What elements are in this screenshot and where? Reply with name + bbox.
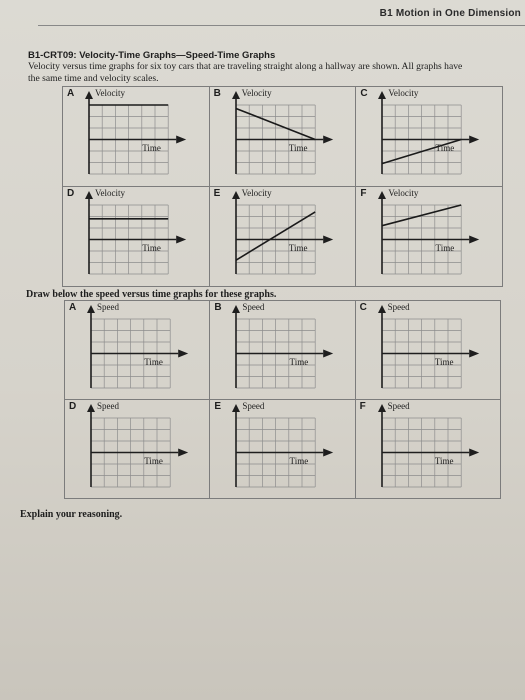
explain-prompt: Explain your reasoning. (20, 509, 123, 520)
velocity-graph-panel-d (62, 186, 210, 287)
x-axis-arrow (470, 236, 480, 244)
y-axis-arrow (378, 91, 386, 99)
y-axis-arrow (232, 191, 240, 199)
y-axis-arrow (232, 404, 240, 412)
graph-letter: D (67, 188, 75, 199)
x-axis-arrow (470, 136, 480, 144)
speed-graph-panel-f[interactable] (355, 399, 501, 499)
graph-letter: A (67, 88, 75, 99)
speed-graph-panel-b[interactable] (209, 300, 355, 400)
x-axis-label: Time (142, 242, 161, 253)
y-axis-arrow (378, 305, 386, 313)
graph-letter: A (69, 302, 77, 313)
y-axis-label: Velocity (241, 188, 272, 198)
velocity-graph-panel-e (209, 186, 357, 287)
graph-letter: B (214, 302, 222, 313)
header-divider (38, 25, 525, 26)
x-axis-label: Time (288, 242, 308, 253)
y-axis-label: Speed (97, 302, 119, 312)
velocity-graphs-grid (62, 86, 502, 286)
intro-text-line-2: the same time and velocity scales. (28, 73, 159, 84)
velocity-graph-canvas (210, 87, 357, 187)
x-axis-arrow (324, 449, 334, 457)
velocity-graph-panel-a (62, 86, 210, 187)
x-axis-label: Time (435, 242, 455, 253)
graph-letter: F (360, 188, 367, 199)
y-axis-label: Speed (387, 401, 410, 411)
speed-graph-canvas[interactable] (356, 400, 501, 499)
x-axis-label: Time (434, 455, 454, 466)
velocity-graph-canvas (63, 187, 210, 287)
x-axis-arrow (323, 236, 333, 244)
x-axis-label: Time (142, 142, 161, 153)
worksheet-title: B1-CRT09: Velocity-Time Graphs—Speed-Time Graphs (28, 50, 276, 61)
x-axis-arrow (323, 136, 333, 144)
section-header: B1 Motion in One Dimension (379, 8, 521, 19)
y-axis-label: Speed (242, 401, 265, 411)
velocity-graph-panel-f (355, 186, 503, 287)
x-axis-arrow (178, 350, 188, 358)
intro-text-line-1: Velocity versus time graphs for six toy cars that are traveling straight along a hallway are shown. All graphs have (28, 61, 463, 72)
y-axis-label: Speed (387, 302, 410, 312)
y-axis-arrow (378, 191, 386, 199)
speed-graph-panel-a[interactable] (64, 300, 210, 400)
y-axis-label: Speed (242, 302, 265, 312)
x-axis-label: Time (434, 356, 454, 367)
graph-letter: E (214, 401, 221, 412)
y-axis-arrow (85, 191, 93, 199)
y-axis-arrow (378, 404, 386, 412)
x-axis-arrow (178, 449, 188, 457)
speed-graphs-grid[interactable] (64, 300, 500, 498)
speed-graph-panel-d[interactable] (64, 399, 210, 499)
y-axis-label: Velocity (95, 188, 125, 198)
y-axis-label: Speed (97, 401, 119, 411)
x-axis-label: Time (289, 356, 309, 367)
y-axis-label: Velocity (241, 88, 272, 98)
velocity-graph-canvas (356, 87, 503, 187)
x-axis-arrow (176, 136, 186, 144)
y-axis-arrow (87, 305, 95, 313)
x-axis-label: Time (288, 142, 308, 153)
speed-graph-panel-c[interactable] (355, 300, 501, 400)
graph-letter: B (213, 88, 221, 99)
y-axis-arrow (232, 91, 240, 99)
x-axis-arrow (469, 449, 479, 457)
y-axis-label: Velocity (95, 88, 125, 98)
velocity-graph-canvas (210, 187, 357, 287)
draw-instruction: Draw below the speed versus time graphs for these graphs. (26, 289, 277, 300)
y-axis-label: Velocity (388, 188, 419, 198)
velocity-graph-panel-b (209, 86, 357, 187)
x-axis-label: Time (435, 142, 455, 153)
y-axis-label: Velocity (388, 88, 419, 98)
speed-graph-canvas[interactable] (210, 301, 355, 400)
speed-graph-canvas[interactable] (356, 301, 501, 400)
x-axis-label: Time (289, 455, 309, 466)
x-axis-arrow (469, 350, 479, 358)
y-axis-arrow (232, 305, 240, 313)
velocity-graph-canvas (356, 187, 503, 287)
speed-graph-canvas[interactable] (65, 301, 210, 400)
graph-letter: F (359, 401, 366, 412)
x-axis-arrow (324, 350, 334, 358)
graph-letter: C (360, 88, 368, 99)
speed-graph-canvas[interactable] (210, 400, 355, 499)
graph-letter: E (213, 188, 221, 199)
graph-letter: D (69, 401, 77, 412)
y-axis-arrow (87, 404, 95, 412)
graph-letter: C (359, 302, 367, 313)
velocity-graph-canvas (63, 87, 210, 187)
speed-graph-panel-e[interactable] (209, 399, 355, 499)
y-axis-arrow (85, 91, 93, 99)
velocity-graph-panel-c (355, 86, 503, 187)
x-axis-label: Time (144, 455, 163, 466)
x-axis-label: Time (144, 356, 163, 367)
x-axis-arrow (176, 236, 186, 244)
speed-graph-canvas[interactable] (65, 400, 210, 499)
